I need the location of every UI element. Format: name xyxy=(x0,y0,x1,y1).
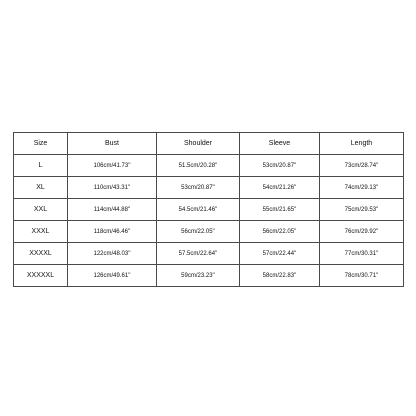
table-row xyxy=(14,177,404,199)
header-size: Size xyxy=(14,133,68,155)
table-header-row xyxy=(14,133,404,155)
length-cell: 77cm/30.31'' xyxy=(320,243,404,265)
sleeve-cell: 55cm/21.65'' xyxy=(240,199,320,221)
bust-cell: 126cm/49.61'' xyxy=(68,265,157,287)
bust-cell: 106cm/41.73'' xyxy=(68,155,157,177)
bust-cell: 118cm/46.46'' xyxy=(68,221,157,243)
table-row xyxy=(14,221,404,243)
table-row xyxy=(14,265,404,287)
sleeve-cell: 57cm/22.44'' xyxy=(240,243,320,265)
length-cell: 75cm/29.53'' xyxy=(320,199,404,221)
size-chart-table xyxy=(13,132,404,287)
header-shoulder: Shoulder xyxy=(157,133,240,155)
length-cell: 76cm/29.92'' xyxy=(320,221,404,243)
header-sleeve: Sleeve xyxy=(240,133,320,155)
bust-cell: 122cm/48.03'' xyxy=(68,243,157,265)
table-row xyxy=(14,155,404,177)
size-cell: XXXXL xyxy=(14,243,68,265)
table-row xyxy=(14,243,404,265)
shoulder-cell: 53cm/20.87'' xyxy=(157,177,240,199)
sleeve-cell: 56cm/22.05'' xyxy=(240,221,320,243)
size-cell: XXL xyxy=(14,199,68,221)
shoulder-cell: 54.5cm/21.46'' xyxy=(157,199,240,221)
size-cell: XL xyxy=(14,177,68,199)
size-cell: XXXXXL xyxy=(14,265,68,287)
header-bust: Bust xyxy=(68,133,157,155)
shoulder-cell: 51.5cm/20.28'' xyxy=(157,155,240,177)
length-cell: 73cm/28.74'' xyxy=(320,155,404,177)
length-cell: 78cm/30.71'' xyxy=(320,265,404,287)
sleeve-cell: 53cm/20.87'' xyxy=(240,155,320,177)
shoulder-cell: 59cm/23.23'' xyxy=(157,265,240,287)
shoulder-cell: 57.5cm/22.64'' xyxy=(157,243,240,265)
sleeve-cell: 54cm/21.26'' xyxy=(240,177,320,199)
length-cell: 74cm/29.13'' xyxy=(320,177,404,199)
bust-cell: 110cm/43.31'' xyxy=(68,177,157,199)
sleeve-cell: 58cm/22.83'' xyxy=(240,265,320,287)
header-length: Length xyxy=(320,133,404,155)
bust-cell: 114cm/44.88'' xyxy=(68,199,157,221)
size-cell: XXXL xyxy=(14,221,68,243)
table-row xyxy=(14,199,404,221)
shoulder-cell: 56cm/22.05'' xyxy=(157,221,240,243)
size-cell: L xyxy=(14,155,68,177)
